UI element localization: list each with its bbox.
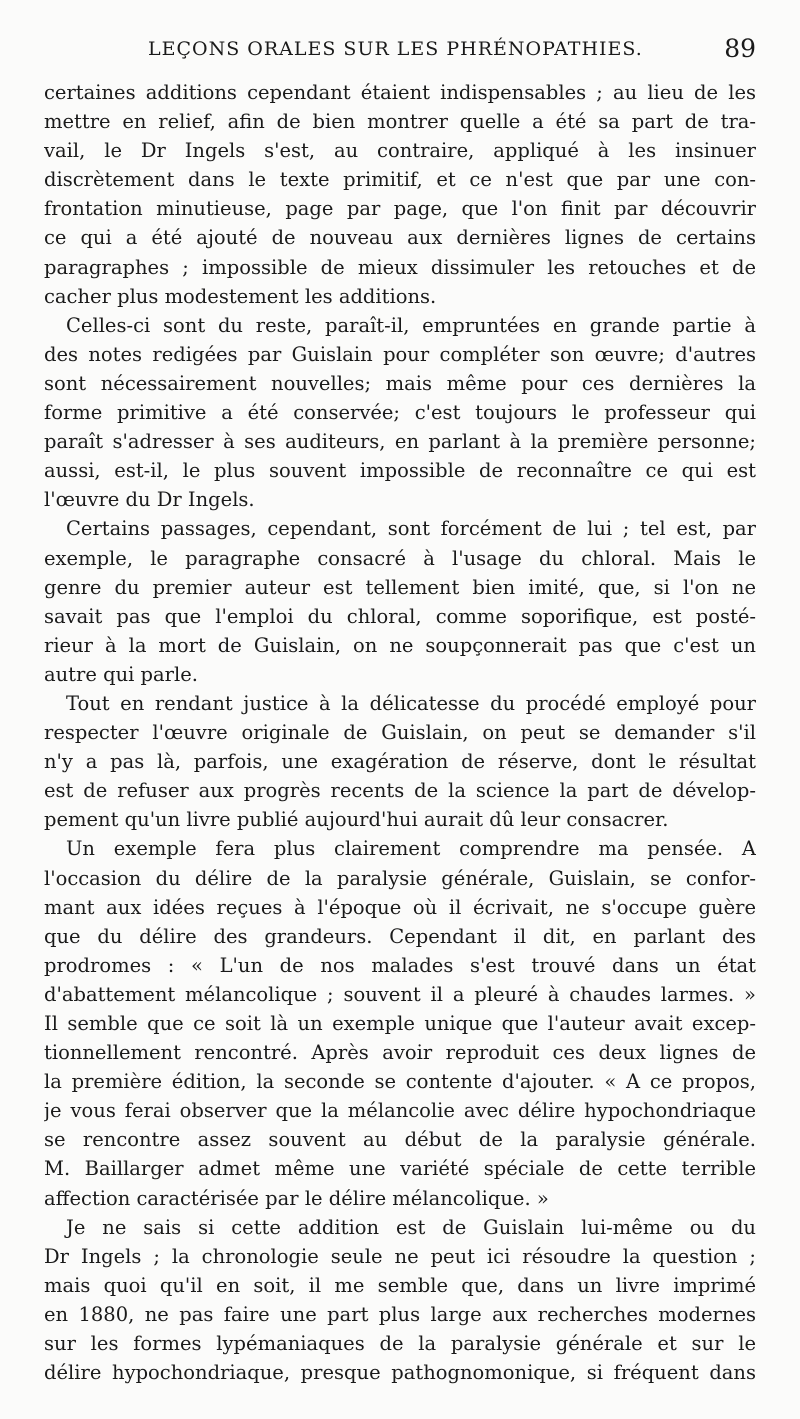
text-line: Celles-ci sont du reste, paraît-il, empruntées en grande partie à <box>66 313 756 337</box>
paragraph-3 <box>44 514 756 689</box>
paragraph-4 <box>44 689 756 834</box>
text-line: mant aux idées reçues à l'époque où il écrivait, ne s'occupe guère <box>44 895 756 919</box>
text-line: vail, le Dr Ingels s'est, au contraire, appliqué à les insinuer <box>44 139 756 163</box>
text-line: Je ne sais si cette addition est de Guislain lui-même ou du <box>66 1215 756 1239</box>
text-line: paragraphes ; impossible de mieux dissimuler les retouches et de <box>44 255 756 279</box>
text-line: savait pas que l'emploi du chloral, comme soporifique, est posté- <box>44 604 756 628</box>
paragraph-1 <box>44 78 756 311</box>
text-line: exemple, le paragraphe consacré à l'usage du chloral. Mais le <box>44 546 756 570</box>
text-line: tionnellement rencontré. Après avoir reproduit ces deux lignes de <box>44 1041 756 1065</box>
text-line: rieur à la mort de Guislain, on ne soupçonnerait pas que c'est un <box>44 633 756 657</box>
text-line: en 1880, ne pas faire une part plus large aux recherches modernes <box>44 1302 756 1326</box>
paragraph-2 <box>44 311 756 515</box>
text-line: l'œuvre du Dr Ingels. <box>44 488 255 512</box>
text-line: aussi, est-il, le plus souvent impossible de reconnaître ce qui est <box>44 459 756 483</box>
text-line: paraît s'adresser à ses auditeurs, en parlant à la première personne; <box>44 430 756 454</box>
text-line: se rencontre assez souvent au début de la paralysie générale. <box>44 1128 756 1152</box>
text-line: Un exemple fera plus clairement comprendre ma pensée. A <box>66 837 756 861</box>
text-line: d'abattement mélancolique ; souvent il a pleuré à chaudes larmes. » <box>44 982 756 1006</box>
text-line: M. Baillarger admet même une variété spéciale de cette terrible <box>44 1157 756 1181</box>
running-head <box>44 34 756 68</box>
text-line: genre du premier auteur est tellement bien imité, que, si l'on ne <box>44 575 756 599</box>
text-line: autre qui parle. <box>44 662 198 686</box>
text-line: respecter l'œuvre originale de Guislain, on peut se demander s'il <box>44 721 756 745</box>
body-text <box>44 78 756 1387</box>
text-line: sont nécessairement nouvelles; mais même pour ces dernières la <box>44 371 756 395</box>
text-line: que du délire des grandeurs. Cependant il dit, en parlant des <box>44 924 756 948</box>
text-line: l'occasion du délire de la paralysie générale, Guislain, se confor- <box>44 866 756 890</box>
text-line: n'y a pas là, parfois, une exagération de réserve, dont le résultat <box>44 750 756 774</box>
text-line: Il semble que ce soit là un exemple unique que l'auteur avait excep- <box>44 1012 756 1035</box>
text-line: discrètement dans le texte primitif, et ce n'est que par une con- <box>44 168 756 192</box>
text-line: cacher plus modestement les additions. <box>44 284 437 308</box>
text-line: la première édition, la seconde se contente d'ajouter. « A ce propos, <box>44 1070 756 1094</box>
text-line: certaines additions cependant étaient indispensables ; au lieu de les <box>44 81 756 104</box>
text-line: mais quoi qu'il en soit, il me semble que, dans un livre imprimé <box>44 1273 756 1297</box>
text-line: frontation minutieuse, page par page, que l'on finit par découvrir <box>44 197 756 221</box>
text-line: prodromes : « L'un de nos malades s'est trouvé dans un état <box>44 953 756 977</box>
text-line: mettre en relief, afin de bien montrer quelle a été sa part de tra- <box>44 110 756 134</box>
text-line: des notes redigées par Guislain pour compléter son œuvre; d'autres <box>44 342 756 366</box>
text-line: pement qu'un livre publié aujourd'hui aurait dû leur consacrer. <box>44 808 669 832</box>
text-line: Certains passages, cependant, sont forcément de lui ; tel est, par <box>66 517 756 541</box>
text-line: Dr Ingels ; la chronologie seule ne peut ici résoudre la question ; <box>44 1244 756 1268</box>
page-number: 89 <box>724 34 756 63</box>
paragraph-6 <box>44 1213 756 1388</box>
text-line: forme primitive a été conservée; c'est toujours le professeur qui <box>44 401 756 425</box>
text-line: sur les formes lypémaniaques de la paralysie générale et sur le <box>44 1332 756 1356</box>
text-line: affection caractérisée par le délire mélancolique. » <box>44 1186 549 1210</box>
text-line: délire hypochondriaque, presque pathognomonique, si fréquent dans <box>44 1361 756 1385</box>
text-line: Tout en rendant justice à la délicatesse du procédé employé pour <box>66 691 756 715</box>
running-title: LEÇONS ORALES SUR LES PHRÉNOPATHIES. <box>148 38 643 60</box>
paragraph-5 <box>44 834 756 1212</box>
text-line: ce qui a été ajouté de nouveau aux dernières lignes de certains <box>44 226 756 250</box>
text-line: est de refuser aux progrès recents de la science la part de dévelop- <box>44 779 756 803</box>
text-line: je vous ferai observer que la mélancolie avec délire hypochondriaque <box>44 1099 756 1123</box>
